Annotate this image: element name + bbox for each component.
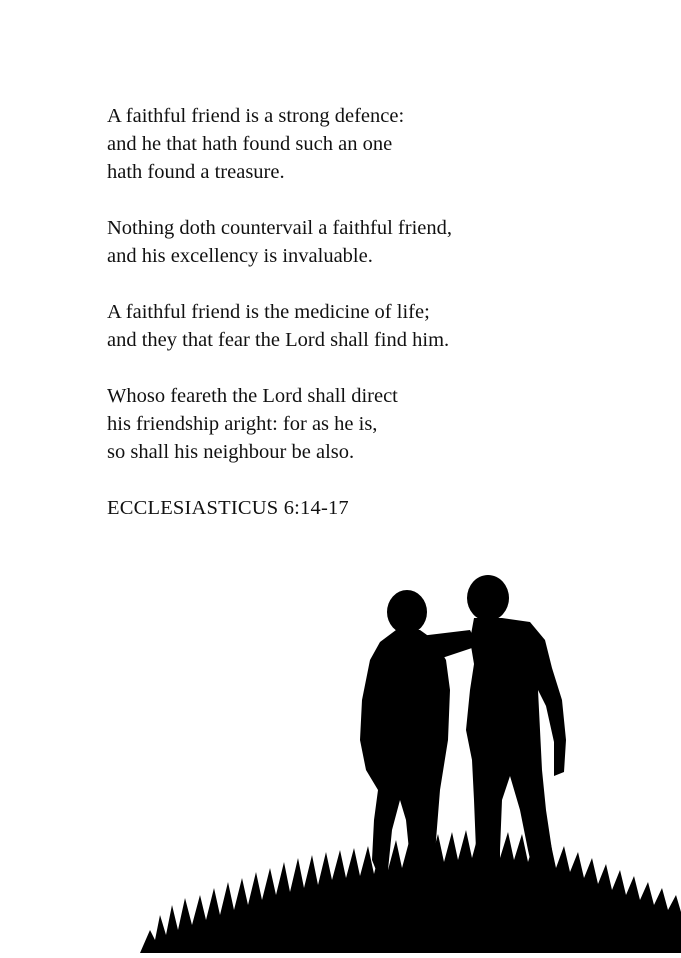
verse-line: A faithful friend is the medicine of life;	[107, 301, 430, 323]
verse-stanza-1	[107, 102, 667, 186]
verse-line: his friendship aright: for as he is,	[107, 413, 378, 435]
verse-line: Whoso feareth the Lord shall direct	[107, 385, 398, 407]
verse-line: Nothing doth countervail a faithful friend,	[107, 217, 452, 239]
verse-line: and he that hath found such an one	[107, 133, 393, 155]
verse-line: A faithful friend is a strong defence:	[107, 105, 405, 127]
verse-line: and his excellency is invaluable.	[107, 245, 373, 267]
two-friends-silhouette-icon	[0, 560, 681, 953]
verse-line: and they that fear the Lord shall find him.	[107, 329, 450, 351]
verse-stanza-4	[107, 382, 667, 466]
illustration	[0, 560, 681, 953]
verse-stanza-2	[107, 214, 667, 270]
verse-line: hath found a treasure.	[107, 161, 285, 183]
grass-hill	[140, 828, 681, 953]
verse-text	[107, 102, 667, 522]
left-figure-head	[387, 590, 427, 634]
right-figure-head	[467, 575, 509, 621]
verse-line: so shall his neighbour be also.	[107, 441, 355, 463]
verse-citation: ECCLESIASTICUS 6:14-17	[107, 497, 349, 519]
verse-stanza-3	[107, 298, 667, 354]
